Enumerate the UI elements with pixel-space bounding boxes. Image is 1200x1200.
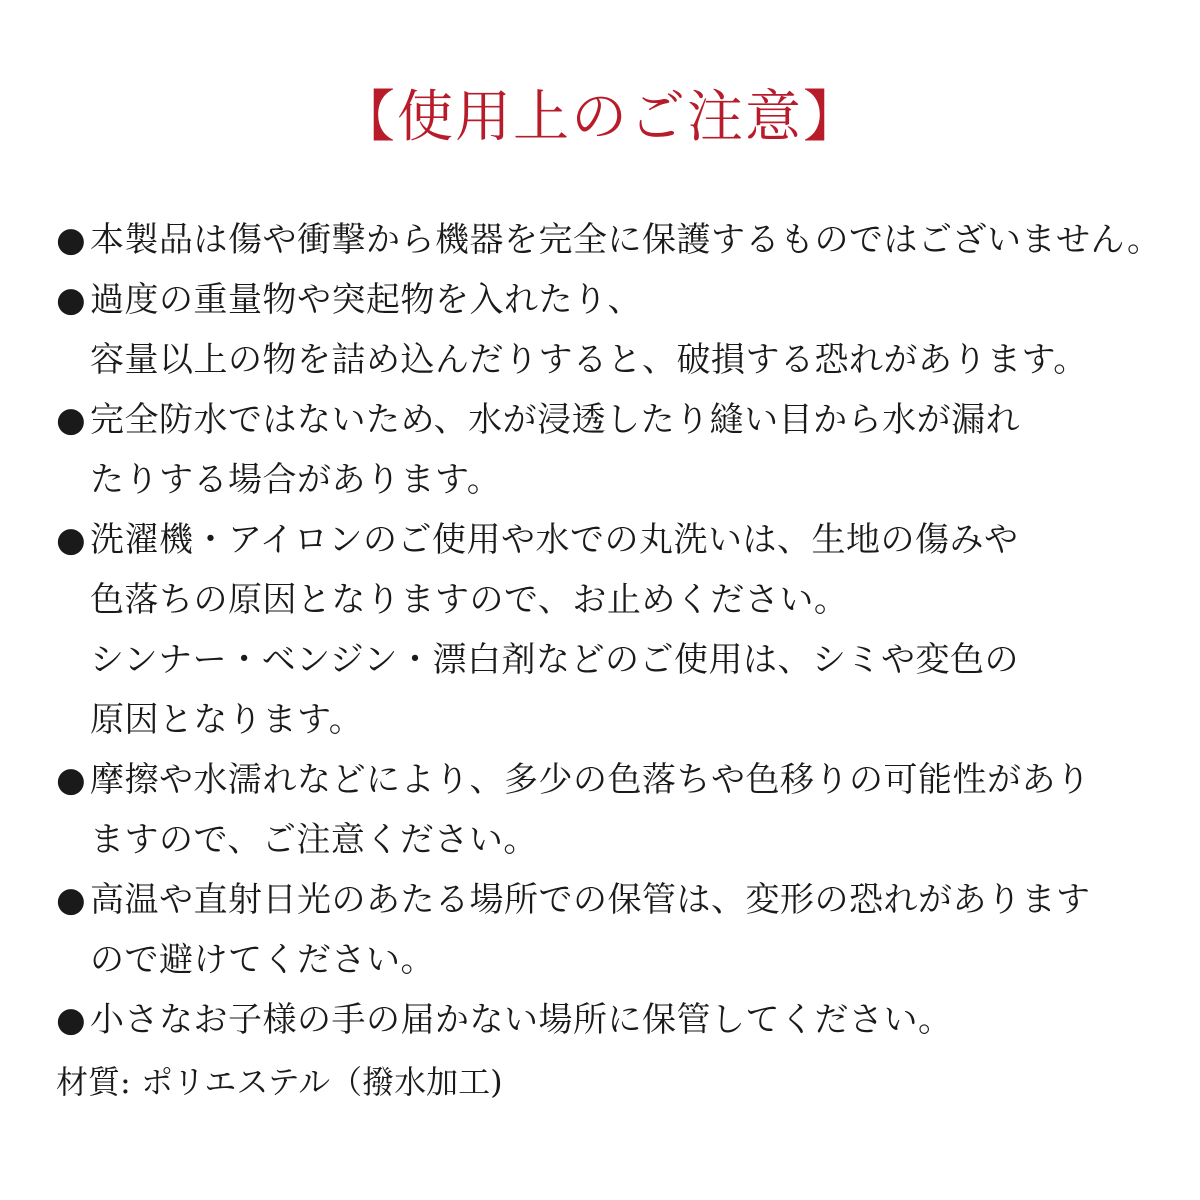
caution-item-5 bbox=[56, 750, 1091, 810]
caution-item-4 bbox=[56, 510, 1018, 570]
caution-item-6 bbox=[56, 870, 1091, 930]
bullet-icon: ● bbox=[56, 400, 87, 440]
caution-item-5-continued: ますので、ご注意ください。 bbox=[90, 820, 538, 860]
caution-text: 過度の重量物や突起物を入れたり、 bbox=[90, 280, 642, 320]
caution-item-4-continued: 原因となります。 bbox=[90, 700, 364, 740]
bullet-icon: ● bbox=[56, 520, 87, 560]
page-title: 【使用上のご注意】 bbox=[339, 85, 861, 150]
material-info: 材質: ポリエステル（撥水加工) bbox=[56, 1063, 503, 1101]
caution-item-2-continued: 容量以上の物を詰め込んだりすると、破損する恐れがあります。 bbox=[90, 340, 1088, 380]
caution-text: 高温や直射日光のあたる場所での保管は、変形の恐れがあります bbox=[90, 880, 1091, 920]
caution-item-3 bbox=[56, 390, 1020, 450]
caution-item-7 bbox=[56, 990, 953, 1050]
caution-item-6-continued: ので避けてください。 bbox=[90, 940, 435, 980]
bullet-icon: ● bbox=[56, 1000, 87, 1040]
caution-text: 完全防水ではないため、水が浸透したり縫い目から水が漏れ bbox=[90, 400, 1021, 440]
caution-item-4-continued: 色落ちの原因となりますので、お止めください。 bbox=[90, 580, 849, 620]
caution-text: 洗濯機・アイロンのご使用や水での丸洗いは、生地の傷みや bbox=[90, 520, 1019, 560]
caution-item-2 bbox=[56, 270, 642, 330]
caution-text: 本製品は傷や衝撃から機器を完全に保護するものではございません。 bbox=[90, 220, 1162, 260]
bullet-icon: ● bbox=[56, 880, 87, 920]
bullet-icon: ● bbox=[56, 220, 87, 260]
bullet-icon: ● bbox=[56, 760, 87, 800]
caution-text: 小さなお子様の手の届かない場所に保管してください。 bbox=[90, 1000, 953, 1040]
caution-item-4-continued: シンナー・ベンジン・漂白剤などのご使用は、シミや変色の bbox=[90, 640, 1019, 680]
caution-item-1 bbox=[56, 210, 1162, 270]
caution-text: 摩擦や水濡れなどにより、多少の色落ちや色移りの可能性があり bbox=[90, 760, 1091, 800]
caution-item-3-continued: たりする場合があります。 bbox=[90, 460, 502, 500]
bullet-icon: ● bbox=[56, 280, 87, 320]
